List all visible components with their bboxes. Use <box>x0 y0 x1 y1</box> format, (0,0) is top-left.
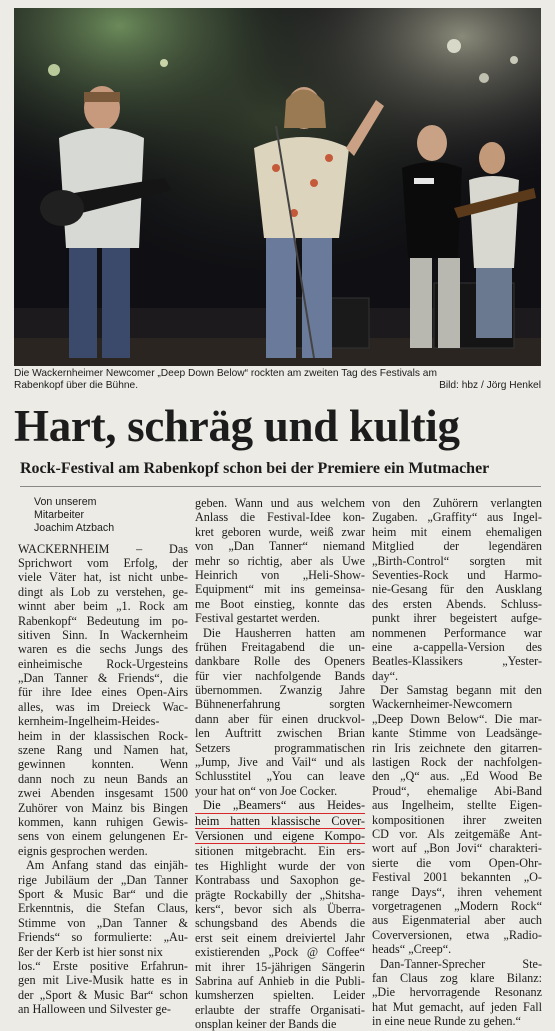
article-text-line: sitiven Sinn. In Wackernheim <box>18 627 188 642</box>
article-text-line: des ersten Abends. Schluss- <box>372 596 542 611</box>
article-text-line: vorgetragenen „Modern Rock“ <box>372 898 542 913</box>
article-text-line: „Jump, Jive and Vail“ und als <box>195 755 365 770</box>
article-text-line: mehr so richtig, aber als Uwe <box>195 553 365 568</box>
article-column-1 <box>18 496 188 1017</box>
article-text-line: sitionen mitgebracht. Ein ers- <box>195 844 365 859</box>
article-text-line: rin Iris zeichnete den gitarren- <box>372 740 542 755</box>
article-text-line: aus Ingelheim, stellte Eigen- <box>372 798 542 813</box>
article-text-line: punkt ihrer begeistert aufge- <box>372 611 542 626</box>
article-text-line: ßer der Kerb ist hier sonst nix <box>18 944 163 959</box>
article-text-line: übernommen. Zwanzig Jahre <box>195 683 365 698</box>
article-text-line: gen mit Live-Musik hatte es in <box>18 973 188 988</box>
article-text-line: Proud“, ehemalige Abi-Band <box>372 783 542 798</box>
article-text-line: von „Dan Tanner“ niemand <box>195 539 365 554</box>
article-text-line: Seventies-Rock und Harmo- <box>372 567 542 582</box>
article-text-line: schungsband des Abends die <box>195 916 365 931</box>
byline-line: Joachim Atzbach <box>34 522 115 535</box>
article-text-line: sens von einem gelungenen Er- <box>18 829 188 844</box>
article-text-line: Die Hausherren hatten am <box>203 625 365 640</box>
article-text-line: Mitglied der legendären <box>372 539 542 554</box>
article-text-line: Am Anfang stand das einjäh- <box>26 858 188 873</box>
caption-line: Die Wackernheimer Newcomer „Deep Down Below“ rockten am zweiten Tag des Festivals am <box>14 368 437 379</box>
article-text-line: WACKERNHEIM – Das <box>18 541 188 556</box>
caption-line: Rabenkopf über die Bühne. <box>14 380 139 391</box>
article-text-line: mit ihrer 15-jährigen Sängerin <box>195 959 365 974</box>
article-text-line: me Boot einstieg, konnte das <box>195 596 365 611</box>
article-text-line: den „Q“ aus. „Ed Wood Be <box>372 769 542 784</box>
article-text-line: Equipment“ mit ins gemeinsa- <box>195 582 365 597</box>
article-text-line: nommenen Performance war <box>372 625 542 640</box>
article-text-line: range Days“, ihren vehement <box>372 884 542 899</box>
subheadline: Rock-Festival am Rabenkopf schon bei der Premiere ein Mutmacher <box>20 460 490 477</box>
article-text-line: szene Rang und Namen hat, <box>18 743 188 758</box>
article-text-line: Bühnenerfahrung sorgten <box>195 697 365 712</box>
article-text-line: aus Eigenmaterial aber auch <box>372 913 542 928</box>
article-text-line: kernheim-Ingelheim-Heides- <box>18 714 160 729</box>
article-text-line: Schlusstitel „You can leave <box>195 769 365 784</box>
article-text-line: erst seit einem dreiviertel Jahr <box>195 930 365 945</box>
article-text-line: los.“ Erste positive Erfahrun- <box>18 958 188 973</box>
article-text-line: heim mit einem ehemaligen <box>372 524 542 539</box>
article-text-line: Setzers programmatischen <box>195 740 365 755</box>
article-text-line: nie-Gesang für den Ausklang <box>372 582 542 597</box>
article-text-line: Beatles-Klassikers „Yester- <box>372 654 542 669</box>
article-text-line: Coverversionen, etwa „Radio- <box>372 927 542 942</box>
article-text-line: dann noch zu neun Bands an <box>18 771 188 786</box>
article-text-line: len Auftritt zwischen Brian <box>195 726 365 741</box>
article-text-line: erlaubte der straffe Organisati- <box>195 1002 365 1017</box>
article-text-line: dankbare Rolle des Openers <box>195 654 365 669</box>
article-text-line: Heinrich von „Heli-Show- <box>195 567 365 582</box>
article-text-line: Wackernheimer-Newcomern <box>372 697 513 712</box>
article-text-line: Versionen und eigene Kompo- <box>195 828 365 843</box>
article-text-line: winnt aber beim „1. Rock am <box>18 599 188 614</box>
article-text-line: prägte Rockabilly der „Shitsha- <box>195 887 365 902</box>
article-text-line: Kontrabass und Saxophon ge- <box>195 873 365 888</box>
article-text-line: kompositionen ihrer zweiten <box>372 812 542 827</box>
article-text-line: Sabrina auf Anhieb in die Publi- <box>195 973 365 988</box>
article-text-line: „Deep Down Below“. Die mar- <box>372 711 542 726</box>
article-text-line: gewinnen konnten. Wenn <box>18 757 188 772</box>
article-text-line: heim in der klassischen Rock- <box>18 728 188 743</box>
article-text-line: frühen Freitagabend die un- <box>195 639 365 654</box>
article-text-line: „Dan Tanner & Friends“, die <box>18 671 188 686</box>
article-text-line: tes Highlight wurde der von <box>195 858 365 873</box>
article-text-line: your hat on“ von Joe Cocker. <box>195 783 338 798</box>
article-text-line: Zuhörer von Mainz bis Bingen <box>18 800 188 815</box>
headline: Hart, schräg und kultig <box>14 401 460 451</box>
article-text-line: dann aber für einen druckvol- <box>195 711 365 726</box>
article-text-line: kumsherzen spielten. Leider <box>195 988 365 1003</box>
article-text-line: der „Sport & Music Bar“ schon <box>18 987 188 1002</box>
article-text-line: sierte die vom Open-Ohr- <box>372 855 542 870</box>
article-text-line: heim hatten klassische Cover- <box>195 813 365 828</box>
article-text-line: eignis gesprochen werden. <box>18 843 148 858</box>
article-text-line: an Halloween und Silvester ge- <box>18 1002 171 1017</box>
article-text-line: Die „Beamers“ aus Heides- <box>195 798 365 813</box>
article-text-line: Sport & Music Bar“ und die <box>18 886 188 901</box>
byline-line: Mitarbeiter <box>34 509 85 522</box>
article-text-line: in eine neue Runde zu gehen.“ <box>372 1014 521 1029</box>
article-column-2 <box>195 496 365 1031</box>
article-text-line: Stimme von „Dan Tanner & <box>18 915 188 930</box>
article-text-line: einheimische Rock-Urgesteins <box>18 656 188 671</box>
article-text-line: fan Claus zog klare Bilanz: <box>372 970 542 985</box>
article-text-line: kante Stimme von Leadsänge- <box>372 726 542 741</box>
article-text-line: viele Väter hat, ist nicht unbe- <box>18 570 188 585</box>
article-text-line: Erkenntnis, die Stefan Claus, <box>18 901 188 916</box>
article-text-line: kers“, bevor sich als Überra- <box>195 901 365 916</box>
article-text-line: Rabenkopf“ Bedeutung im po- <box>18 613 188 628</box>
article-text-line: waren es die sechs Jungs des <box>18 642 188 657</box>
article-text-line: rige Jubiläum der „Dan Tanner <box>18 872 188 887</box>
article-text-line: alles, was im Dreieck Wac- <box>18 699 188 714</box>
article-text-line: geben. Wann und aus welchem <box>195 496 365 510</box>
article-text-line: zwei Abenden insgesamt 1500 <box>18 786 188 801</box>
article-text-line: wort auf „Bon Jovi“ charakteri- <box>372 841 542 856</box>
article-text-line: Festival gestartet werden. <box>195 611 320 626</box>
article-text-line: hat Mut gemacht, auf jeden Fall <box>372 999 542 1014</box>
article-text-line: „Birth-Control“ sorgten mit <box>372 553 542 568</box>
article-text-line: Der Samstag begann mit den <box>380 683 542 698</box>
article-text-line: day“. <box>372 668 399 683</box>
byline <box>18 496 188 536</box>
article-text-line: existierenden „Pock @ Coffee“ <box>195 945 365 960</box>
article-column-3 <box>372 496 542 1029</box>
article-text-line: von den Zuhörern verlangten <box>372 496 542 510</box>
article-text-line: lastigen Rock der nachfolgen- <box>372 755 542 770</box>
article-text-line: eine a-cappella-Version des <box>372 639 542 654</box>
photo-credit: Bild: hbz / Jörg Henkel <box>439 380 541 391</box>
article-photo <box>14 8 541 366</box>
article-text-line: Sprichwort vom Erfolg, der <box>18 555 188 570</box>
article-text-line: Zugaben. „Graffity“ aus Ingel- <box>372 510 542 525</box>
divider <box>20 486 541 487</box>
article-text-line: Dan-Tanner-Sprecher Ste- <box>380 956 542 971</box>
concert-stage-photo <box>14 8 541 366</box>
article-text-line: heads“ „Creep“. <box>372 942 452 957</box>
article-text-line: Friends“ so formulierte: „Au- <box>18 930 188 945</box>
article-text-line: dingt als Lob zu verstehen, ge- <box>18 584 188 599</box>
article-text-line: onsplan keiner der Bands die <box>195 1017 337 1031</box>
article-text-line: Anlass die Festival-Idee kon- <box>195 510 365 525</box>
article-text-line: kret geboren wurde, weiß zwar <box>195 524 365 539</box>
article-text-line: kommen, kann ruhigen Gewis- <box>18 814 188 829</box>
article-text-line: „Die hervorragende Resonanz <box>372 985 542 1000</box>
byline-line: Von unserem <box>34 496 97 508</box>
article-text-line: für vier nachfolgende Bands <box>195 668 365 683</box>
article-text-line: für ihre Idee eines Open-Airs <box>18 685 188 700</box>
article-text-line: Festival 2001 bekannten „O- <box>372 870 542 885</box>
photo-caption <box>14 368 541 392</box>
article-text-line: CD vor. Als zeitgemäße Ant- <box>372 826 542 841</box>
